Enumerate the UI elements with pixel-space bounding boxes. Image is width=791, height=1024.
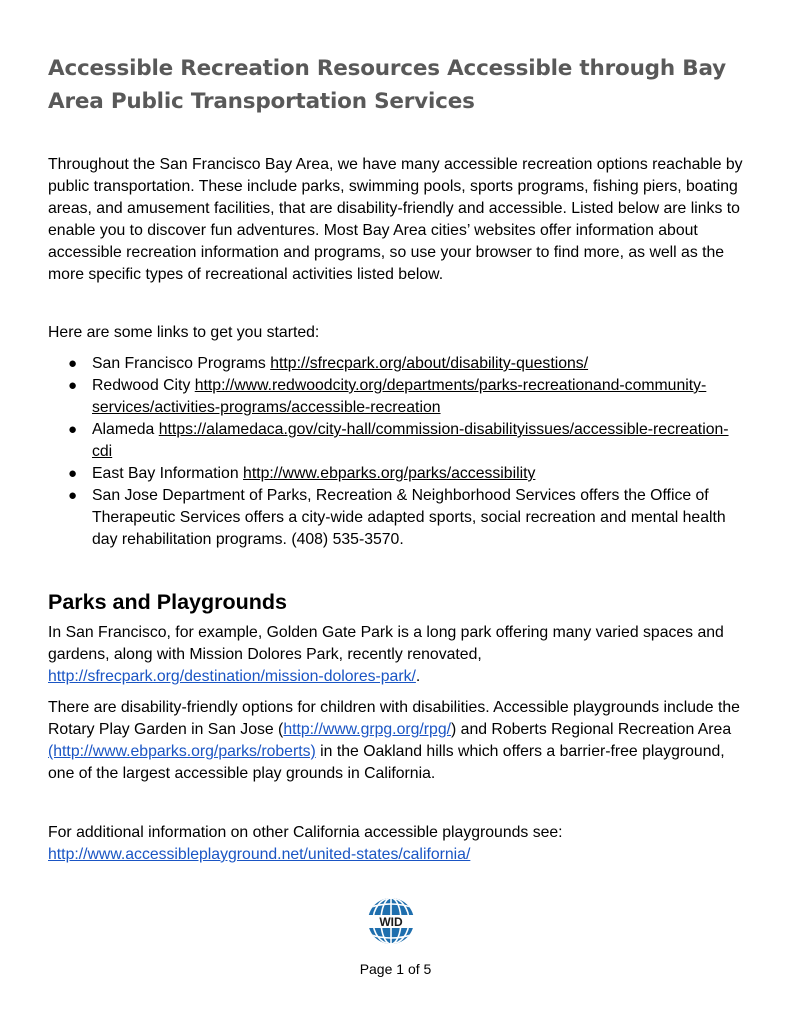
mission-dolores-link[interactable]: http://sfrecpark.org/destination/mission-dolores-park/ <box>48 668 416 685</box>
additional-info-text: For additional information on other California accessible playgrounds see: <box>48 824 563 841</box>
list-item <box>48 485 748 551</box>
bullet-icon: ● <box>68 421 78 438</box>
bullet-icon: ● <box>68 487 78 504</box>
logo-text: WID <box>379 915 403 929</box>
list-item-label: San Francisco Programs <box>92 355 271 372</box>
list-item <box>48 463 748 485</box>
wid-logo <box>366 896 416 946</box>
playgrounds-paragraph <box>48 697 748 785</box>
additional-info-paragraph <box>48 822 748 866</box>
list-item-label: East Bay Information <box>92 465 244 482</box>
east-bay-link[interactable]: http://www.ebparks.org/parks/accessibility <box>243 465 536 482</box>
page-title: Accessible Recreation Resources Accessible through Bay Area Public Transportation Services <box>48 56 726 114</box>
rotary-play-garden-link[interactable]: http://www.grpg.org/rpg/ <box>283 721 452 738</box>
list-item <box>48 375 748 419</box>
parks-text-end: . <box>415 668 421 685</box>
roberts-regional-link[interactable]: (http://www.ebparks.org/parks/roberts) <box>48 743 316 760</box>
page-footer: Page 1 of 5 <box>359 961 432 977</box>
links-intro: Here are some links to get you started: <box>48 324 320 341</box>
playgrounds-text-c: in the Oakland hills which offers a barrier-free playground, one of the largest accessible play grounds in California. <box>48 743 725 782</box>
parks-text: In San Francisco, for example, Golden Gate Park is a long park offering many varied spaces and gardens, along with Mission Dolores Park, recently renovated, <box>48 624 724 663</box>
intro-paragraph: Throughout the San Francisco Bay Area, we have many accessible recreation options reachable by public transportation. These include parks, swimming pools, sports programs, fishing piers, boating areas, and amusement facilities, that are disability-friendly and accessible. Listed below are links to enable you to discover fun adventures. Most Bay Area cities’ websites offer information about accessible recreation information and programs, so use your browser to find more, as well as the more specific types of recreational activities listed below. <box>48 156 743 283</box>
sf-programs-link[interactable]: http://sfrecpark.org/about/disability-questions/ <box>270 355 589 372</box>
accessible-playground-link[interactable]: http://www.accessibleplayground.net/united-states/california/ <box>48 846 471 863</box>
playgrounds-text-b: ) and Roberts Regional Recreation Area <box>451 721 732 738</box>
resource-list <box>48 353 748 551</box>
list-item-label: San Jose Department of Parks, Recreation & Neighborhood Services offers the Office of Therapeutic Services offers a city-wide adapted sports, social recreation and mental health day rehabilitation programs. (408) 535-3570. <box>92 487 726 548</box>
redwood-city-link[interactable]: http://www.redwoodcity.org/departments/parks-recreationand-community-services/activities-programs/accessible-recreation <box>92 377 707 416</box>
parks-paragraph <box>48 622 748 688</box>
alameda-link[interactable]: https://alamedaca.gov/city-hall/commission-disabilityissues/accessible-recreation-cdi <box>92 421 729 460</box>
list-item-label: Redwood City <box>92 377 195 394</box>
list-item <box>48 419 748 463</box>
playgrounds-text-a: There are disability-friendly options for children with disabilities. Accessible playgrounds include the Rotary Play Garden in San Jose ( <box>48 699 740 738</box>
bullet-icon: ● <box>68 377 78 394</box>
globe-icon <box>366 896 416 946</box>
list-item-label: Alameda <box>92 421 159 438</box>
list-item <box>48 353 748 375</box>
bullet-icon: ● <box>68 465 78 482</box>
section-heading-parks: Parks and Playgrounds <box>48 590 287 614</box>
bullet-icon: ● <box>68 355 78 372</box>
